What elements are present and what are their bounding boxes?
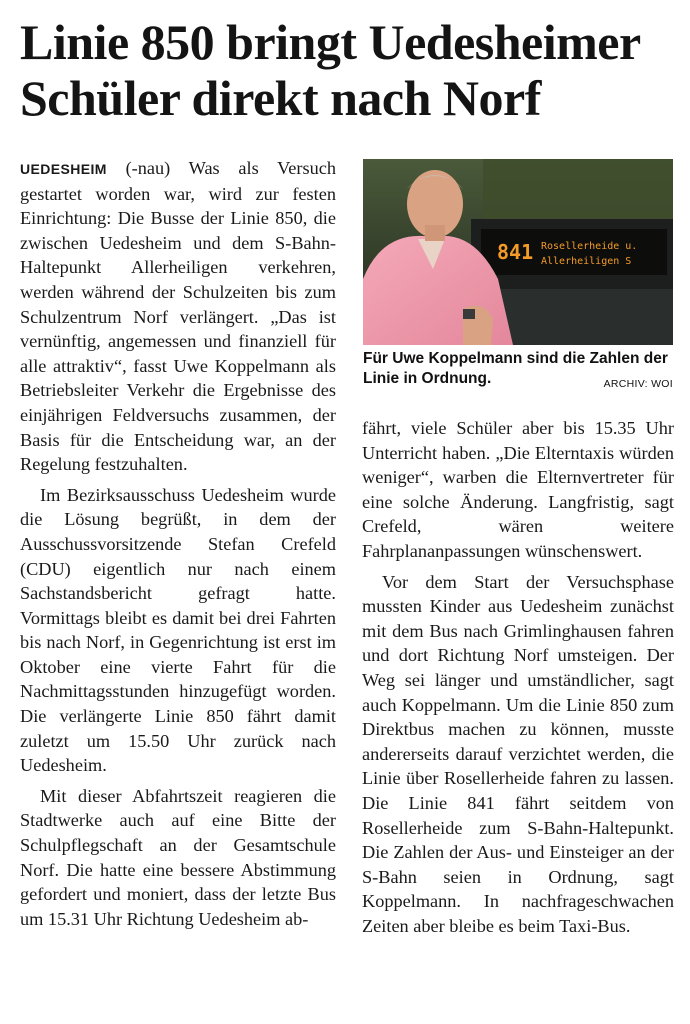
bus-display-destination-2: Allerheiligen S <box>541 256 632 267</box>
article-paragraph-3-end: fährt, viele Schüler aber bis 15.35 Uhr Unterricht haben. „Die Elterntaxis würden weniger“, warben die Elternvertreter für eine solche Änderung. Langfristig, sagt Crefeld, wären weitere Fahrplananpassungen wünschenswert. <box>362 418 674 561</box>
article-paragraph-3-start: Mit dieser Abfahrtszeit reagieren die Stadtwerke auch auf eine Bitte der Schulpflegschaft an der Gesamtschule Norf. Die hatte eine bessere Abstimmung gefordert und moniert, dass der letzte Bus um 15.31 Uhr Richtung Uedesheim ab- <box>20 785 336 929</box>
article-paragraph-1 <box>20 156 336 477</box>
article-photo <box>363 159 673 345</box>
photo-credit: ARCHIV: WOI <box>603 378 673 390</box>
dateline: UEDESHEIM <box>20 161 107 177</box>
bus-display-destination-1: Rosellerheide u. <box>541 241 638 252</box>
author-tag: (-nau) <box>125 158 171 178</box>
photo-illustration <box>363 159 673 345</box>
article-headline <box>20 14 680 126</box>
caption-text: Für Uwe Koppelmann sind die Zahlen der Linie in Ordnung. <box>363 350 668 387</box>
paragraph-1-text: Was als Versuch gestartet worden war, wird zur festen Einrichtung: Die Busse der Linie 850, die zwischen Uedesheim und dem S-Bahn-Haltepunkt Allerheiligen verkehren, werden während der Schulzeiten bis zum Schulzentrum Norf verlängert. „Das ist vernünftig, angemessen und finanziell für alle attraktiv“, fasst Uwe Koppelmann als Betriebsleiter Verkehr die Ergebnisse des einjährigen Feldversuchs zusammen, der Basis für die Entscheidung war, an der Regelung festzuhalten. <box>20 158 336 475</box>
article-column-right <box>362 416 674 938</box>
headline-line-2: Schüler direkt nach Norf <box>20 70 541 126</box>
article-paragraph-2: Im Bezirksausschuss Uedesheim wurde die Lösung begrüßt, in dem der Ausschussvorsitzende Stefan Crefeld (CDU) eigentlich nur nach einem Sachstandsbericht gefragt hatte. Vormittags bleibt es damit bei drei Fahrten bis nach Norf, in Gegenrichtung ist erst im Oktober eine vierte Fahrt für die Nachmittagsstunden hinzugefügt worden. Die verlängerte Linie 850 fährt damit zuletzt um 15.50 Uhr zurück nach Uedesheim. <box>20 484 336 776</box>
article-paragraph-4: Vor dem Start der Versuchsphase mussten Kinder aus Uedesheim zunächst mit dem Bus nach Grimlinghausen fahren und dort Richtung Norf umsteigen. Der Weg sei länger und umständlicher, sagt auch Koppelmann. Um die Linie 850 zum Direktbus machen zu können, musste andererseits darauf verzichtet werden, die Linie über Rosellerheide fahren zu lassen. Die Linie 841 fährt seitdem von Rosellerheide zum S-Bahn-Haltepunkt. Die Zahlen der Aus- und Einsteiger an der S-Bahn seien in Ordnung, sagt Koppelmann. In nachfrageschwachen Zeiten aber bleibe es beim Taxi-Bus. <box>362 571 674 936</box>
article-column-left <box>20 156 336 931</box>
photo-caption <box>363 349 673 394</box>
bus-display-line: 841 <box>497 240 534 264</box>
headline-line-1: Linie 850 bringt Uedesheimer <box>20 14 641 70</box>
